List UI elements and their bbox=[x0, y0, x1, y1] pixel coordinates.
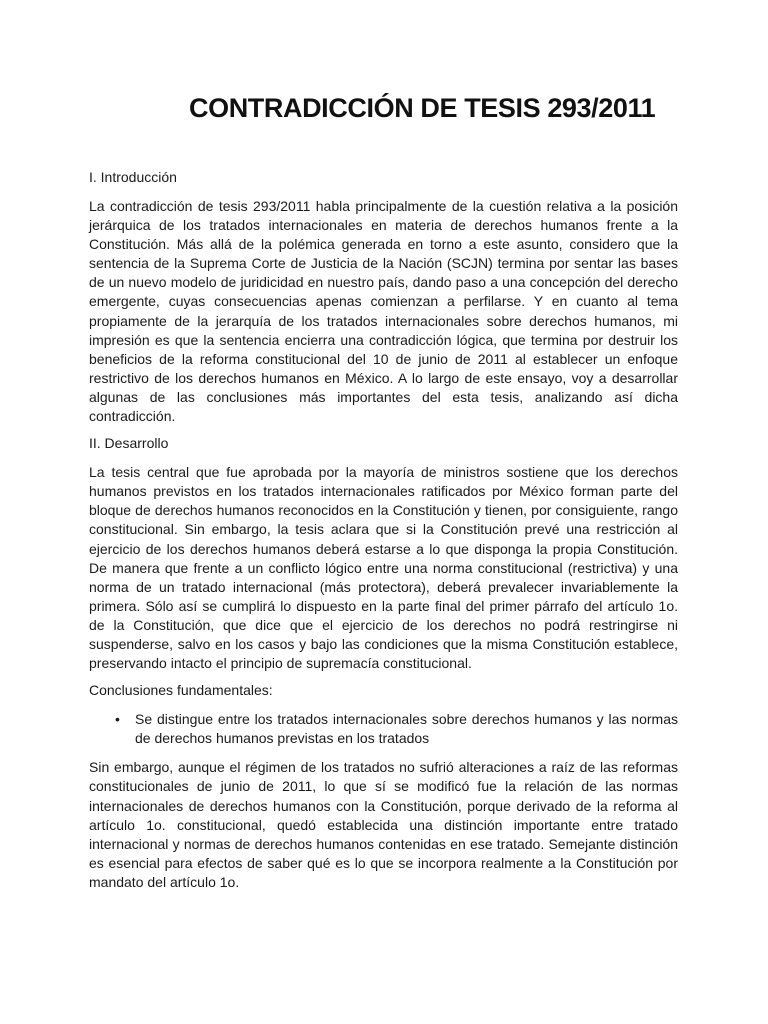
bullet-icon: • bbox=[115, 711, 120, 728]
closing-paragraph: Sin embargo, aunque el régimen de los tratados no sufrió alteraciones a raíz de las reformas constitucionales de junio de 2011, lo que sí se modificó fue la relación de las normas internacionales de derechos humanos con la Constitución, porque derivado de la reforma al artículo 1o. constitucional, quedó establecida una distinción importante entre tratado internacional y normas de derechos humanos contenidas en ese tratado. Semejante distinción es esencial para efectos de saber qué es lo que se incorpora realmente a la Constitución por mandato del artículo 1o. bbox=[89, 759, 678, 890]
introduction-paragraph: La contradicción de tesis 293/2011 habla principalmente de la cuestión relativa a la posición jerárquica de los tratados internacionales en materia de derechos humanos frente a la Constitución. Más allá de la polémica generada en torno a este asunto, considero que la sentencia de la Suprema Corte de Justicia de la Nación (SCJN) termina por sentar las bases de un nuevo modelo de juridicidad en nuestro país, dando paso a una concepción del derecho emergente, cuyas consecuencias apenas comienzan a perfilarse. Y en cuanto al tema propiamente de la jerarquía de los tratados internacionales sobre derechos humanos, mi impresión es que la sentencia encierra una contradicción lógica, que termina por destruir los beneficios de la reforma constitucional del 10 de junio de 2011 al establecer un enfoque restrictivo de los derechos humanos en México. A lo largo de este ensayo, voy a desarrollar algunas de las conclusiones más importantes del esta tesis, analizando así dicha contradicción. bbox=[89, 198, 678, 425]
conclusions-list bbox=[89, 710, 678, 748]
list-item-text: Se distingue entre los tratados internacionales sobre derechos humanos y las normas de derechos humanos previstas en los tratados bbox=[135, 711, 678, 747]
document-page bbox=[89, 90, 678, 892]
document-title: CONTRADICCIÓN DE TESIS 293/2011 bbox=[189, 93, 656, 123]
section-heading-conclusions: Conclusiones fundamentales: bbox=[89, 682, 273, 699]
section-heading-development: II. Desarrollo bbox=[89, 435, 169, 452]
list-item bbox=[89, 710, 678, 748]
section-heading-introduction: I. Introducción bbox=[89, 169, 177, 185]
development-paragraph: La tesis central que fue aprobada por la mayoría de ministros sostiene que los derechos humanos previstos en los tratados internacionales ratificados por México forman parte del bloque de derechos humanos reconocidos en la Constitución y tienen, por consiguiente, rango constitucional. Sin embargo, la tesis aclara que si la Constitución prevé una restricción al ejercicio de los derechos humanos deberá estarse a lo que disponga la propia Constitución. De manera que frente a un conflicto lógico entre una norma constitucional (restrictiva) y una norma de un tratado internacional (más protectora), deberá prevalecer invariablemente la primera. Sólo así se cumplirá lo dispuesto en la parte final del primer párrafo del artículo 1o. de la Constitución, que dice que el ejercicio de los derechos no podrá restringirse ni suspenderse, salvo en los casos y bajo las condiciones que la misma Constitución establece, preservando intacto el principio de supremacía constitucional. bbox=[89, 464, 678, 672]
